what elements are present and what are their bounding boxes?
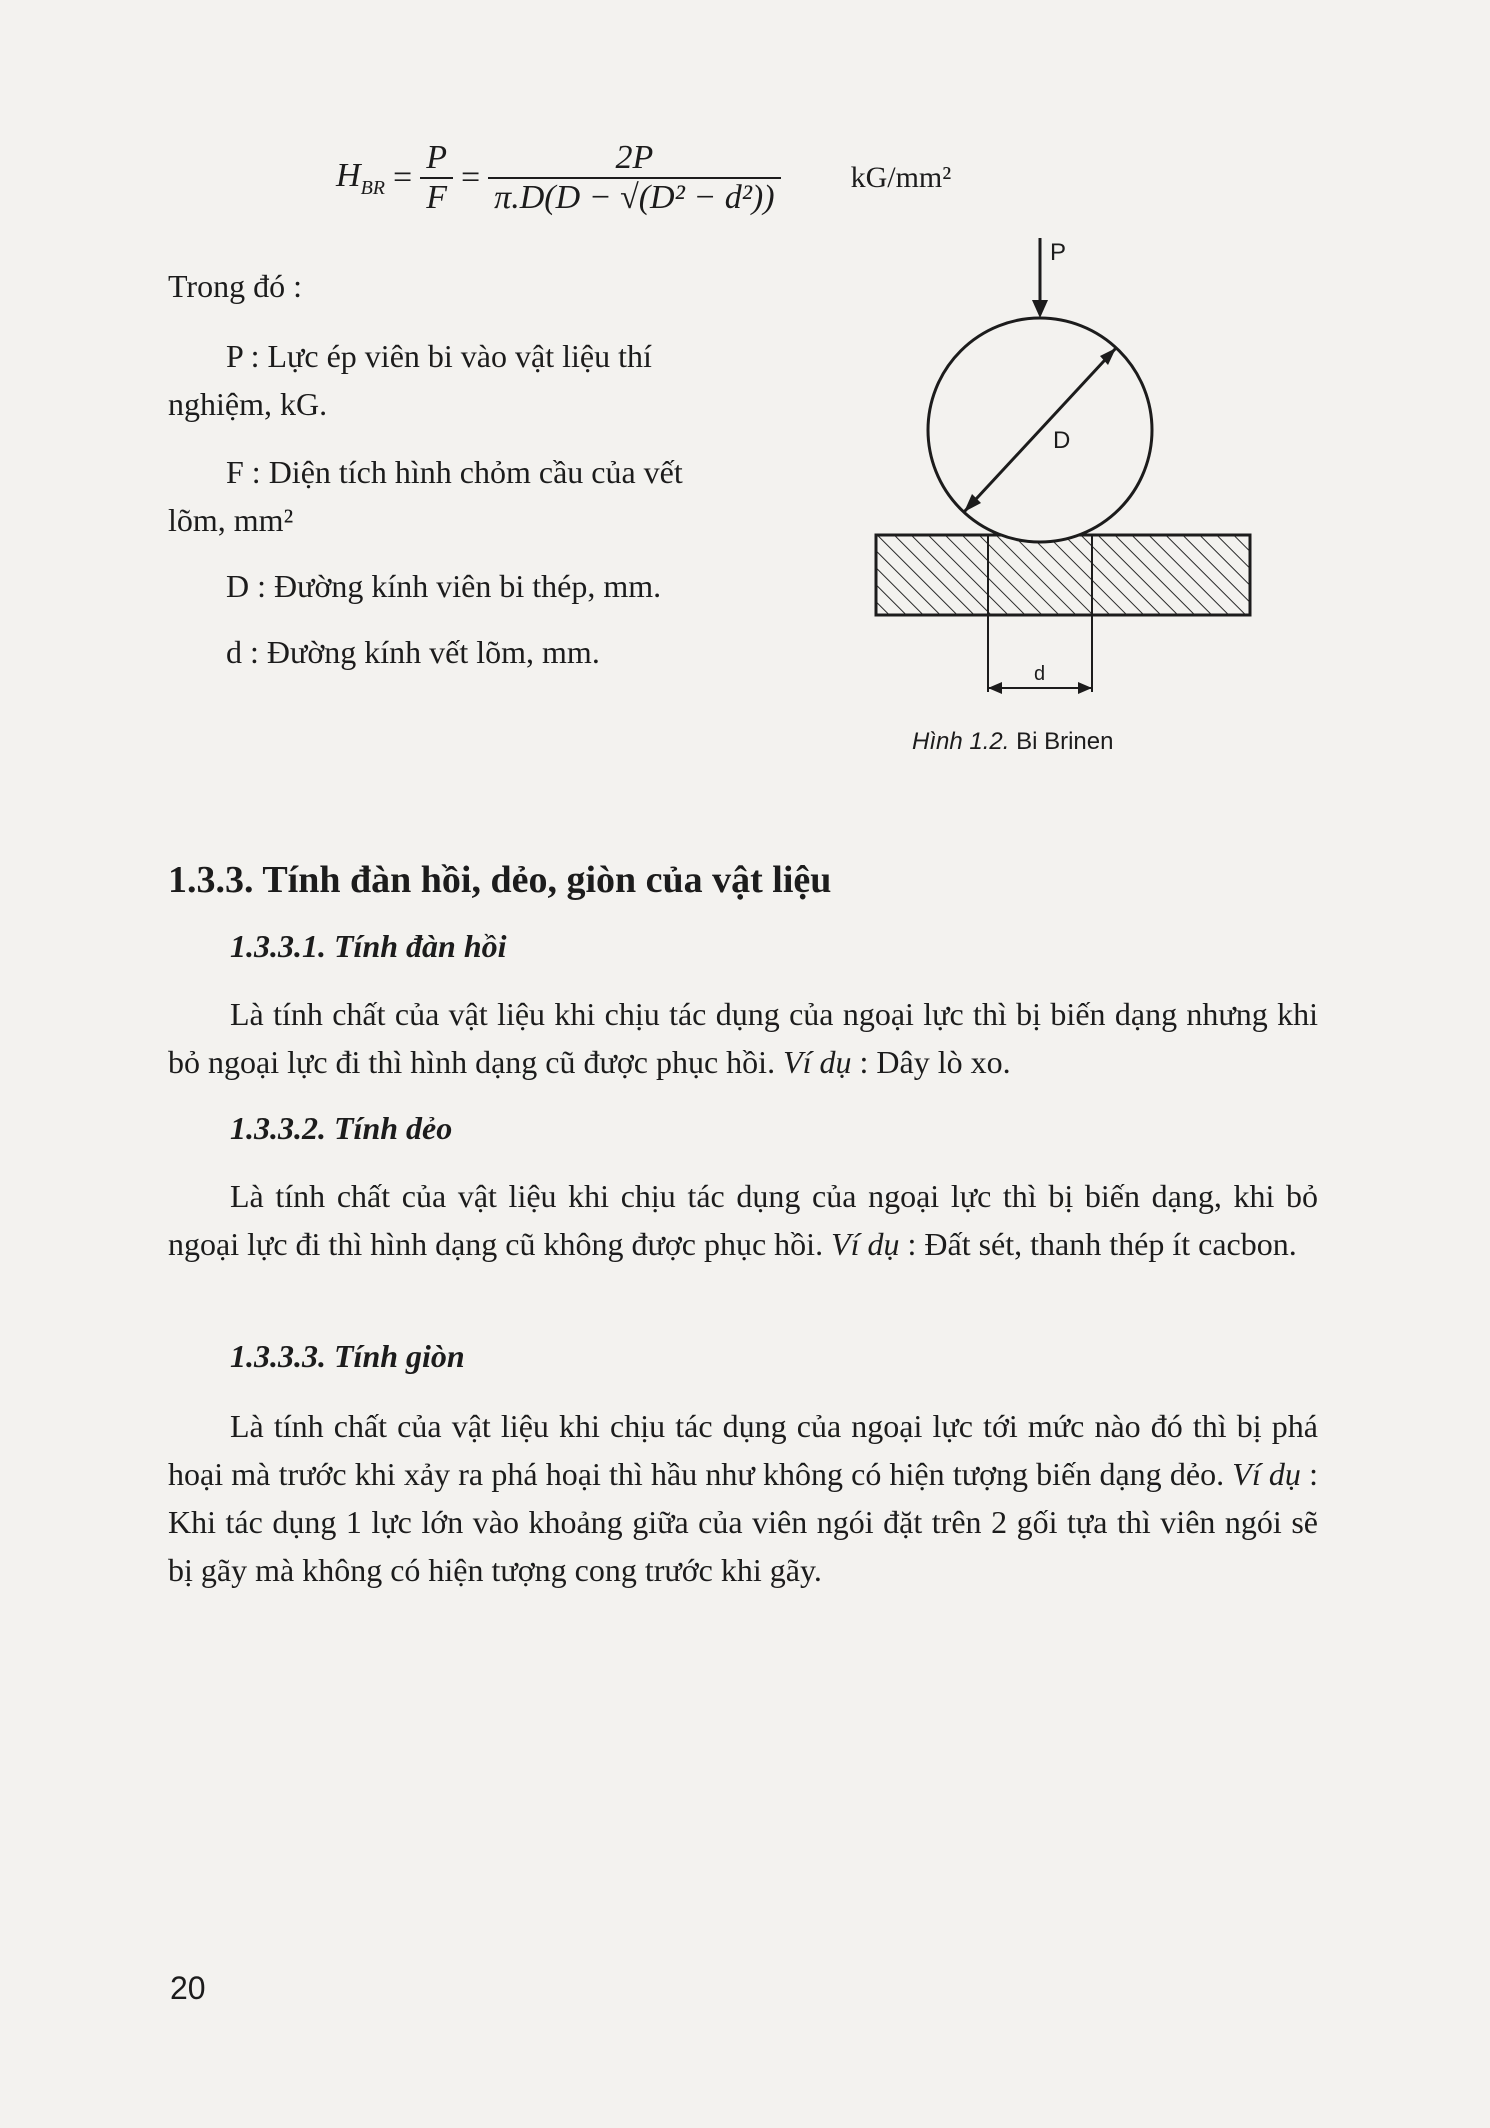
figure-caption bbox=[912, 728, 1113, 756]
label-D: D bbox=[1053, 427, 1071, 454]
definitions-intro: Trong đó : bbox=[168, 268, 302, 304]
formula-lhs: $H_{BR}$ bbox=[336, 156, 385, 199]
label-d: d bbox=[1034, 663, 1046, 685]
elastic-paragraph bbox=[168, 990, 1318, 1086]
definition-f-line1: F : Diện tích hình chỏm cầu của vết bbox=[226, 454, 683, 490]
caption-text: Bi Brinen bbox=[1009, 728, 1114, 755]
equals-sign: = bbox=[460, 159, 481, 196]
definitions-block bbox=[168, 262, 808, 676]
brinell-formula bbox=[336, 118, 1136, 238]
example-text: : Dây lò xo. bbox=[851, 1044, 1011, 1080]
page-number: 20 bbox=[170, 1970, 206, 2006]
example-label: Ví dụ bbox=[1232, 1456, 1301, 1492]
example-label: Ví dụ bbox=[831, 1226, 900, 1262]
subsection-heading-plastic: 1.3.3.2. Tính dẻo bbox=[230, 1110, 453, 1146]
specimen-block bbox=[876, 535, 1250, 615]
definition-p-line1: P : Lực ép viên bi vào vật liệu thí bbox=[226, 338, 652, 374]
fraction-denominator: π.D(D − √(D² − d²)) bbox=[494, 179, 775, 216]
definition-f-line2: lõm, mm² bbox=[168, 502, 294, 538]
definition-d-lower: d : Đường kính vết lõm, mm. bbox=[226, 634, 600, 670]
plastic-paragraph bbox=[168, 1172, 1318, 1268]
example-label: Ví dụ bbox=[783, 1044, 852, 1080]
definition-p-line2: nghiệm, kG. bbox=[168, 386, 328, 422]
brittle-text: Là tính chất của vật liệu khi chịu tác dụng của ngoại lực tới mức nào đó thì bị phá hoại mà trước khi xảy ra phá hoại thì hầu như không có hiện tượng biến dạng dẻo. bbox=[168, 1408, 1318, 1492]
brinell-ball-figure bbox=[860, 230, 1280, 700]
plastic-text: Là tính chất của vật liệu khi chịu tác dụng của ngoại lực thì bị biến dạng, khi bỏ ngoại lực đi thì hình dạng cũ không được phục hồi. bbox=[168, 1178, 1318, 1262]
equals-sign: = bbox=[393, 159, 413, 196]
example-text: : Đất sét, thanh thép ít cacbon. bbox=[899, 1226, 1297, 1262]
d-arrow-left bbox=[988, 682, 1002, 694]
fraction-2p-over-area bbox=[488, 139, 780, 217]
section-heading: 1.3.3. Tính đàn hồi, dẻo, giòn của vật liệu bbox=[168, 859, 832, 901]
example-text: : Khi tác dụng 1 lực lớn vào khoảng giữa của viên ngói đặt trên 2 gối tựa thì viên ngói sẽ bị gãy mà không có hiện tượng cong trước khi gãy. bbox=[168, 1456, 1319, 1588]
fraction-numerator: 2P bbox=[488, 139, 780, 179]
elastic-text: Là tính chất của vật liệu khi chịu tác dụng của ngoại lực thì bị biến dạng nhưng khi bỏ ngoại lực đi thì hình dạng cũ được phục hồi. bbox=[168, 996, 1318, 1080]
fraction-numerator: P bbox=[420, 139, 453, 179]
caption-prefix: Hình 1.2. bbox=[912, 728, 1010, 755]
subsection-heading-brittle: 1.3.3.3. Tính giòn bbox=[230, 1338, 465, 1374]
force-arrow-head bbox=[1032, 300, 1048, 318]
fraction-denominator: F bbox=[426, 179, 447, 216]
formula-unit: kG/mm² bbox=[850, 161, 952, 194]
d-arrow-right bbox=[1078, 682, 1092, 694]
definition-d-upper: D : Đường kính viên bi thép, mm. bbox=[226, 568, 662, 604]
subsection-heading-elastic: 1.3.3.1. Tính đàn hồi bbox=[230, 928, 507, 964]
label-p: P bbox=[1050, 239, 1067, 266]
fraction-p-over-f bbox=[420, 139, 453, 217]
brittle-paragraph bbox=[168, 1402, 1318, 1594]
